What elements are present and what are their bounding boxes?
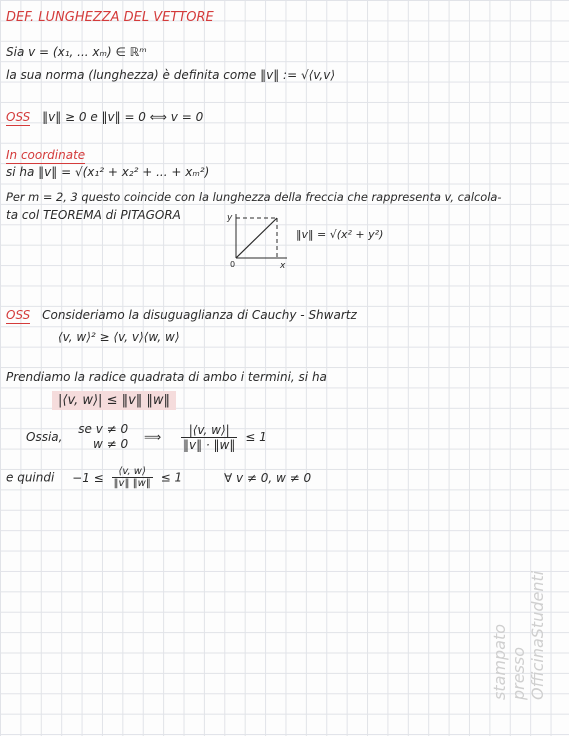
quindi-lhs: −1 ≤ bbox=[72, 470, 104, 485]
ossia-row bbox=[26, 422, 267, 452]
fraction-numerator: ⟨v, w⟩ bbox=[112, 466, 153, 478]
oss-label: OSS bbox=[6, 110, 31, 124]
quindi-forall: ∀ v ≠ 0, w ≠ 0 bbox=[223, 470, 312, 485]
watermark: stampato presso OfficinaStudenti bbox=[490, 570, 547, 700]
y-axis-label: y bbox=[227, 213, 233, 223]
oss-2 bbox=[6, 308, 357, 322]
pythagoras-text-2: ta col TEOREMA di PITAGORA bbox=[6, 208, 181, 222]
quindi-label: e quindi bbox=[6, 470, 55, 485]
graph-formula: ‖v‖ = √(x² + y²) bbox=[296, 228, 384, 241]
vector-graph bbox=[222, 208, 292, 268]
highlighted-inequality bbox=[52, 393, 176, 408]
fraction-denominator: ‖v‖ · ‖w‖ bbox=[183, 437, 236, 452]
coordinate-heading: In coordinate bbox=[6, 148, 86, 162]
ossia-fraction bbox=[181, 423, 237, 452]
definition-line-2: la sua norma (lunghezza) è definita come ‖v‖ := √⟨v,v⟩ bbox=[6, 68, 336, 82]
condition-v: se v ≠ 0 bbox=[78, 422, 129, 436]
quindi-row bbox=[6, 466, 311, 489]
highlight-formula: |⟨v, w⟩| ≤ ‖v‖ ‖w‖ bbox=[52, 391, 176, 410]
implies-arrow: ⟹ bbox=[143, 430, 162, 444]
ossia-rhs: ≤ 1 bbox=[245, 430, 267, 444]
origin-label: 0 bbox=[230, 260, 236, 268]
pythagoras-text-1: Per m = 2, 3 questo coincide con la lunghezza della freccia che rappresenta v, calcola- bbox=[6, 190, 502, 204]
oss-label: OSS bbox=[6, 308, 31, 322]
coordinate-formula: si ha ‖v‖ = √(x₁² + x₂² + ... + xₘ²) bbox=[6, 165, 210, 179]
page-title: DEF. LUNGHEZZA DEL VETTORE bbox=[6, 10, 214, 25]
roots-text: Prendiamo la radice quadrata di ambo i termini, si ha bbox=[6, 370, 327, 384]
oss-1-text: ‖v‖ ≥ 0 e ‖v‖ = 0 ⟺ v = 0 bbox=[42, 110, 204, 124]
condition-w: w ≠ 0 bbox=[93, 437, 129, 451]
quindi-rhs: ≤ 1 bbox=[160, 470, 183, 485]
fraction-numerator: |⟨v, w⟩| bbox=[181, 423, 237, 438]
oss-1 bbox=[6, 110, 203, 124]
cauchy-inequality: ⟨v, w⟩² ≥ ⟨v, v⟩⟨w, w⟩ bbox=[58, 330, 180, 344]
quindi-fraction bbox=[112, 466, 153, 489]
definition-line-1: Sia v = (x₁, ... xₘ) ∈ ℝᵐ bbox=[6, 45, 147, 59]
x-axis-label: x bbox=[280, 261, 286, 268]
ossia-label: Ossia, bbox=[26, 430, 63, 444]
vector-arrow bbox=[236, 218, 277, 258]
ossia-conditions bbox=[78, 422, 128, 452]
oss-2-text: Consideriamo la disuguaglianza di Cauchy - Shwartz bbox=[42, 308, 357, 322]
fraction-denominator: ‖v‖ ‖w‖ bbox=[113, 478, 151, 489]
